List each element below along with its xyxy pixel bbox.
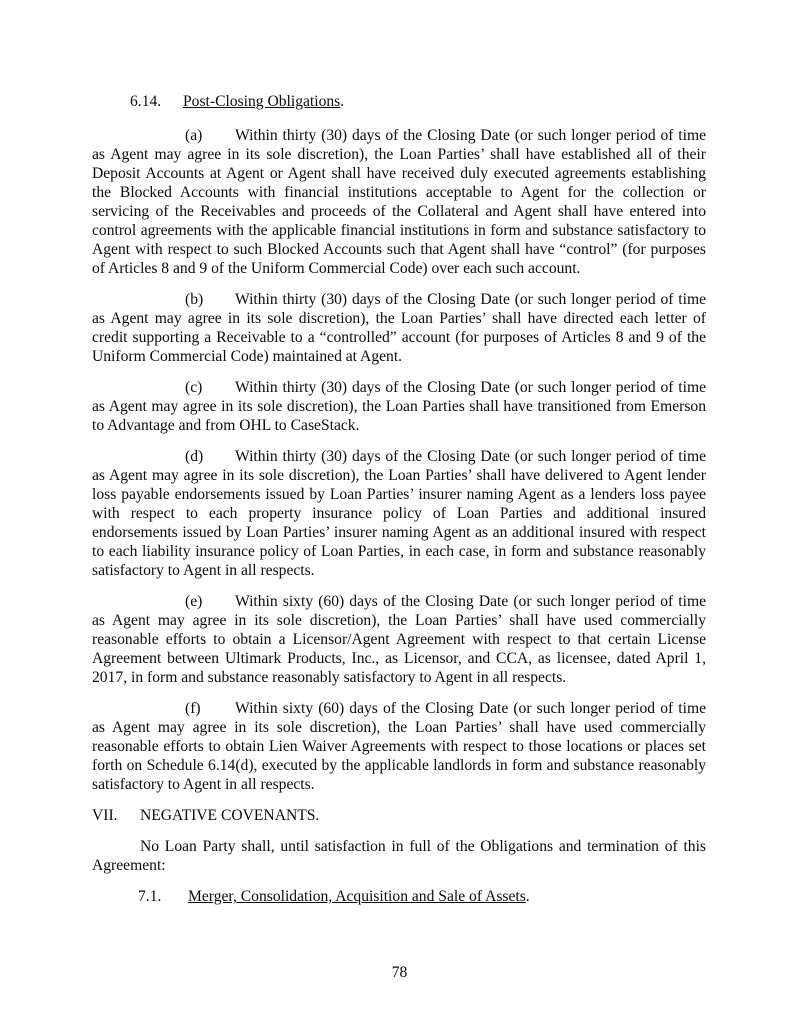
paragraph-f xyxy=(92,699,706,794)
article-title: NEGATIVE COVENANTS. xyxy=(140,807,320,824)
paragraph-a-text: Within thirty (30) days of the Closing Date (or such longer period of time as Agent may agree in its sole discretion), the Loan Parties’ shall have established all of their Deposit Accounts at Agent or Agent shall have received duly executed agreements establishing the Blocked Accounts with financial institutions acceptable to Agent for the collection or servicing of the Receivables and proceeds of the Collateral and Agent shall have entered into control agreements with the applicable financial institutions in form and substance satisfactory to Agent with respect to such Blocked Accounts such that Agent shall have “control” (for purposes of Articles 8 and 9 of the Uniform Commercial Code) over each such account. xyxy=(92,127,706,277)
heading-period: . xyxy=(340,93,345,110)
paragraph-e xyxy=(92,592,706,687)
heading-post-closing-obligations xyxy=(92,92,706,111)
paragraph-b-label: (b) xyxy=(185,291,204,308)
paragraph-f-label: (f) xyxy=(185,700,201,717)
heading-number: 6.14. xyxy=(130,93,162,110)
heading-title: Post-Closing Obligations xyxy=(183,93,341,110)
paragraph-d xyxy=(92,447,706,580)
negative-covenants-intro: No Loan Party shall, until satisfaction in full of the Obligations and termination of this Agreement: xyxy=(92,838,706,874)
heading-title: Merger, Consolidation, Acquisition and Sale of Assets xyxy=(188,888,526,905)
heading-period: . xyxy=(525,888,530,905)
paragraph-c-label: (c) xyxy=(185,379,203,396)
paragraph-d-text: Within thirty (30) days of the Closing Date (or such longer period of time as Agent may agree in its sole discretion), the Loan Parties’ shall have delivered to Agent lender loss payable endorsements issued by Loan Parties’ insurer naming Agent as a lenders loss payee with respect to each property insurance policy of Loan Parties and additional insured endorsements issued by Loan Parties’ insurer naming Agent as an additional insured with respect to each liability insurance policy of Loan Parties, in each case, in form and substance reasonably satisfactory to Agent in all respects. xyxy=(92,448,706,579)
paragraph-c-text: Within thirty (30) days of the Closing Date (or such longer period of time as Agent may agree in its sole discretion), the Loan Parties shall have transitioned from Emerson to Advantage and from OHL to CaseStack. xyxy=(92,379,706,434)
heading-negative-covenants xyxy=(92,806,706,825)
page-number: 78 xyxy=(391,964,408,981)
paragraph-e-text: Within sixty (60) days of the Closing Date (or such longer period of time as Agent may agree in its sole discretion), the Loan Parties’ shall have used commercially reasonable efforts to obtain a Licensor/Agent Agreement with respect to that certain License Agreement between Ultimark Products, Inc., as Licensor, and CCA, as licensee, dated April 1, 2017, in form and substance reasonably satisfactory to Agent in all respects. xyxy=(92,593,706,686)
paragraph-e-label: (e) xyxy=(185,593,203,610)
paragraph-a-label: (a) xyxy=(185,127,203,144)
paragraph-f-text: Within sixty (60) days of the Closing Date (or such longer period of time as Agent may agree in its sole discretion), the Loan Parties’ shall have used commercially reasonable efforts to obtain Lien Waiver Agreements with respect to those locations or places set forth on Schedule 6.14(d), executed by the applicable landlords in form and substance reasonably satisfactory to Agent in all respects. xyxy=(92,700,706,793)
paragraph-c xyxy=(92,378,706,435)
heading-merger-consolidation xyxy=(92,887,706,906)
paragraph-b xyxy=(92,290,706,366)
paragraph-a xyxy=(92,126,706,278)
article-number: VII. xyxy=(92,807,118,824)
paragraph-b-text: Within thirty (30) days of the Closing Date (or such longer period of time as Agent may agree in its sole discretion), the Loan Parties’ shall have directed each letter of credit supporting a Receivable to a “controlled” account (for purposes of Articles 8 and 9 of the Uniform Commercial Code) maintained at Agent. xyxy=(92,291,706,365)
heading-number: 7.1. xyxy=(138,888,162,905)
paragraph-d-label: (d) xyxy=(185,448,204,465)
